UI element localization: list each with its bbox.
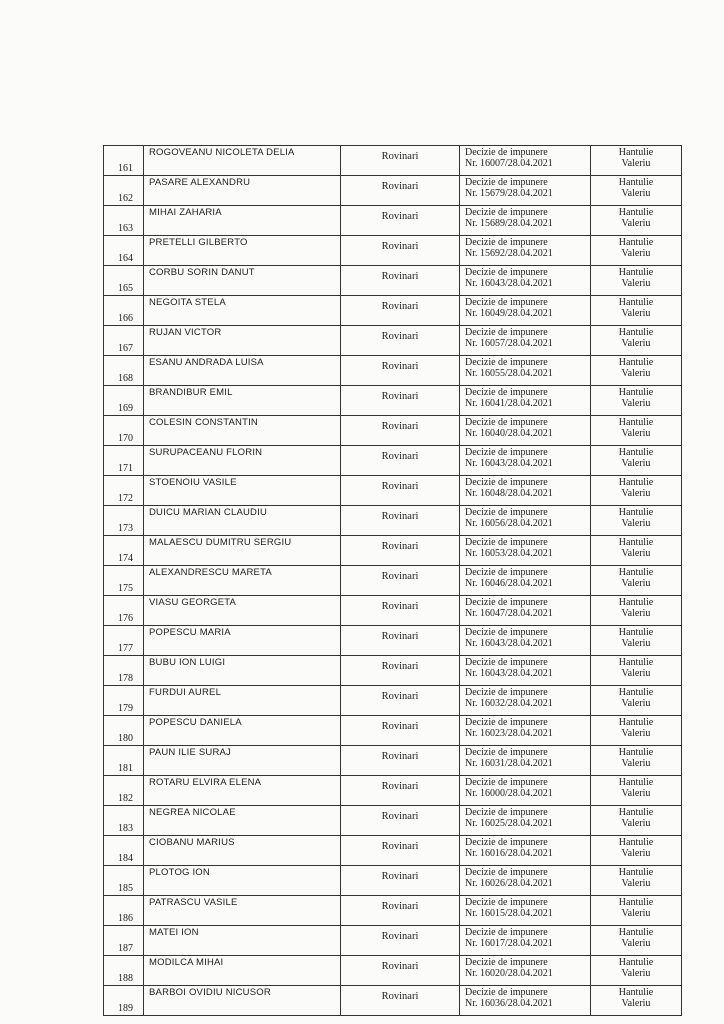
row-number: 178 <box>104 656 144 686</box>
agent-last-name: Valeriu <box>621 158 651 169</box>
agent-first-name: Hantulie <box>618 987 654 998</box>
decision-number: Nr. 16048/28.04.2021 <box>465 488 553 499</box>
row-number: 180 <box>104 716 144 746</box>
location: Rovinari <box>341 746 460 776</box>
agent-last-name: Valeriu <box>621 908 651 919</box>
decision-number: Nr. 16046/28.04.2021 <box>465 578 553 589</box>
agent-cell <box>591 866 682 896</box>
decision-title: Decizie de impunere <box>465 687 548 698</box>
location: Rovinari <box>341 656 460 686</box>
decision-number: Nr. 16043/28.04.2021 <box>465 458 553 469</box>
row-number: 174 <box>104 536 144 566</box>
agent-cell <box>591 146 682 176</box>
row-number: 162 <box>104 176 144 206</box>
decision-title: Decizie de impunere <box>465 897 548 908</box>
person-name: BARBOI OVIDIU NICUSOR <box>144 986 341 1016</box>
person-name: PASARE ALEXANDRU <box>144 176 341 206</box>
decision-cell <box>460 536 591 566</box>
agent-cell <box>591 266 682 296</box>
decision-title: Decizie de impunere <box>465 477 548 488</box>
row-number: 189 <box>104 986 144 1016</box>
table-row <box>104 896 682 926</box>
agent-cell <box>591 986 682 1016</box>
agent-first-name: Hantulie <box>618 327 654 338</box>
table-row <box>104 836 682 866</box>
agent-cell <box>591 566 682 596</box>
decision-number: Nr. 16053/28.04.2021 <box>465 548 553 559</box>
agent-cell <box>591 536 682 566</box>
decision-number: Nr. 16020/28.04.2021 <box>465 968 553 979</box>
person-name: POPESCU DANIELA <box>144 716 341 746</box>
location: Rovinari <box>341 896 460 926</box>
decision-cell <box>460 416 591 446</box>
person-name: FURDUI AUREL <box>144 686 341 716</box>
table-row <box>104 296 682 326</box>
decision-number: Nr. 16057/28.04.2021 <box>465 338 553 349</box>
decision-cell <box>460 926 591 956</box>
decision-cell <box>460 716 591 746</box>
agent-last-name: Valeriu <box>621 368 651 379</box>
table-row <box>104 146 682 176</box>
person-name: ROTARU ELVIRA ELENA <box>144 776 341 806</box>
decision-title: Decizie de impunere <box>465 177 548 188</box>
table-row <box>104 206 682 236</box>
agent-cell <box>591 806 682 836</box>
decision-cell <box>460 866 591 896</box>
decision-title: Decizie de impunere <box>465 537 548 548</box>
table-row <box>104 986 682 1016</box>
table-row <box>104 356 682 386</box>
person-name: PLOTOG ION <box>144 866 341 896</box>
location: Rovinari <box>341 806 460 836</box>
decision-cell <box>460 746 591 776</box>
records-table-wrapper <box>103 145 681 1016</box>
agent-last-name: Valeriu <box>621 938 651 949</box>
decision-cell <box>460 836 591 866</box>
decision-cell <box>460 566 591 596</box>
agent-last-name: Valeriu <box>621 998 651 1009</box>
agent-first-name: Hantulie <box>618 927 654 938</box>
agent-last-name: Valeriu <box>621 818 651 829</box>
agent-last-name: Valeriu <box>621 578 651 589</box>
row-number: 183 <box>104 806 144 836</box>
decision-number: Nr. 16015/28.04.2021 <box>465 908 553 919</box>
row-number: 170 <box>104 416 144 446</box>
decision-number: Nr. 16043/28.04.2021 <box>465 278 553 289</box>
person-name: MALAESCU DUMITRU SERGIU <box>144 536 341 566</box>
row-number: 161 <box>104 146 144 176</box>
decision-number: Nr. 16007/28.04.2021 <box>465 158 553 169</box>
decision-number: Nr. 15679/28.04.2021 <box>465 188 553 199</box>
table-row <box>104 956 682 986</box>
table-row <box>104 776 682 806</box>
agent-last-name: Valeriu <box>621 518 651 529</box>
agent-last-name: Valeriu <box>621 458 651 469</box>
agent-first-name: Hantulie <box>618 837 654 848</box>
location: Rovinari <box>341 176 460 206</box>
table-row <box>104 686 682 716</box>
person-name: ALEXANDRESCU MARETA <box>144 566 341 596</box>
decision-cell <box>460 236 591 266</box>
agent-last-name: Valeriu <box>621 188 651 199</box>
person-name: DUICU MARIAN CLAUDIU <box>144 506 341 536</box>
decision-cell <box>460 956 591 986</box>
location: Rovinari <box>341 236 460 266</box>
row-number: 163 <box>104 206 144 236</box>
agent-cell <box>591 896 682 926</box>
decision-cell <box>460 596 591 626</box>
decision-title: Decizie de impunere <box>465 207 548 218</box>
decision-title: Decizie de impunere <box>465 837 548 848</box>
agent-last-name: Valeriu <box>621 488 651 499</box>
agent-last-name: Valeriu <box>621 788 651 799</box>
records-table <box>103 145 682 1016</box>
agent-first-name: Hantulie <box>618 387 654 398</box>
agent-first-name: Hantulie <box>618 357 654 368</box>
decision-cell <box>460 296 591 326</box>
person-name: BUBU ION LUIGI <box>144 656 341 686</box>
decision-title: Decizie de impunere <box>465 567 548 578</box>
person-name: STOENOIU VASILE <box>144 476 341 506</box>
table-row <box>104 326 682 356</box>
location: Rovinari <box>341 716 460 746</box>
decision-cell <box>460 446 591 476</box>
agent-first-name: Hantulie <box>618 597 654 608</box>
decision-title: Decizie de impunere <box>465 297 548 308</box>
agent-cell <box>591 176 682 206</box>
agent-first-name: Hantulie <box>618 477 654 488</box>
person-name: POPESCU MARIA <box>144 626 341 656</box>
agent-first-name: Hantulie <box>618 267 654 278</box>
row-number: 184 <box>104 836 144 866</box>
agent-cell <box>591 956 682 986</box>
decision-number: Nr. 16025/28.04.2021 <box>465 818 553 829</box>
agent-first-name: Hantulie <box>618 867 654 878</box>
agent-first-name: Hantulie <box>618 897 654 908</box>
person-name: PATRASCU VASILE <box>144 896 341 926</box>
table-row <box>104 656 682 686</box>
decision-title: Decizie de impunere <box>465 237 548 248</box>
location: Rovinari <box>341 596 460 626</box>
agent-first-name: Hantulie <box>618 687 654 698</box>
agent-first-name: Hantulie <box>618 657 654 668</box>
row-number: 188 <box>104 956 144 986</box>
agent-first-name: Hantulie <box>618 177 654 188</box>
decision-title: Decizie de impunere <box>465 327 548 338</box>
decision-title: Decizie de impunere <box>465 147 548 158</box>
decision-number: Nr. 16000/28.04.2021 <box>465 788 553 799</box>
person-name: MODILCA MIHAI <box>144 956 341 986</box>
agent-cell <box>591 386 682 416</box>
location: Rovinari <box>341 626 460 656</box>
agent-last-name: Valeriu <box>621 878 651 889</box>
decision-title: Decizie de impunere <box>465 657 548 668</box>
table-row <box>104 596 682 626</box>
decision-number: Nr. 16047/28.04.2021 <box>465 608 553 619</box>
decision-title: Decizie de impunere <box>465 357 548 368</box>
agent-cell <box>591 446 682 476</box>
decision-cell <box>460 986 591 1016</box>
location: Rovinari <box>341 446 460 476</box>
agent-first-name: Hantulie <box>618 807 654 818</box>
decision-cell <box>460 206 591 236</box>
row-number: 187 <box>104 926 144 956</box>
person-name: NEGOITA STELA <box>144 296 341 326</box>
person-name: RUJAN VICTOR <box>144 326 341 356</box>
row-number: 175 <box>104 566 144 596</box>
person-name: MATEI ION <box>144 926 341 956</box>
decision-number: Nr. 16032/28.04.2021 <box>465 698 553 709</box>
table-row <box>104 266 682 296</box>
location: Rovinari <box>341 686 460 716</box>
agent-last-name: Valeriu <box>621 608 651 619</box>
table-row <box>104 626 682 656</box>
decision-title: Decizie de impunere <box>465 717 548 728</box>
decision-number: Nr. 16041/28.04.2021 <box>465 398 553 409</box>
decision-title: Decizie de impunere <box>465 597 548 608</box>
row-number: 169 <box>104 386 144 416</box>
person-name: ESANU ANDRADA LUISA <box>144 356 341 386</box>
agent-last-name: Valeriu <box>621 308 651 319</box>
decision-cell <box>460 806 591 836</box>
table-row <box>104 506 682 536</box>
agent-cell <box>591 416 682 446</box>
row-number: 166 <box>104 296 144 326</box>
agent-cell <box>591 506 682 536</box>
decision-number: Nr. 16017/28.04.2021 <box>465 938 553 949</box>
row-number: 171 <box>104 446 144 476</box>
agent-cell <box>591 236 682 266</box>
location: Rovinari <box>341 926 460 956</box>
location: Rovinari <box>341 836 460 866</box>
person-name: PAUN ILIE SURAJ <box>144 746 341 776</box>
records-table-body <box>104 146 682 1016</box>
agent-cell <box>591 716 682 746</box>
location: Rovinari <box>341 986 460 1016</box>
location: Rovinari <box>341 536 460 566</box>
table-row <box>104 446 682 476</box>
decision-title: Decizie de impunere <box>465 987 548 998</box>
agent-last-name: Valeriu <box>621 968 651 979</box>
agent-cell <box>591 296 682 326</box>
decision-cell <box>460 626 591 656</box>
decision-title: Decizie de impunere <box>465 927 548 938</box>
agent-cell <box>591 326 682 356</box>
decision-number: Nr. 16026/28.04.2021 <box>465 878 553 889</box>
decision-title: Decizie de impunere <box>465 417 548 428</box>
decision-title: Decizie de impunere <box>465 447 548 458</box>
agent-first-name: Hantulie <box>618 747 654 758</box>
person-name: SURUPACEANU FLORIN <box>144 446 341 476</box>
agent-first-name: Hantulie <box>618 207 654 218</box>
decision-title: Decizie de impunere <box>465 867 548 878</box>
location: Rovinari <box>341 776 460 806</box>
location: Rovinari <box>341 296 460 326</box>
decision-number: Nr. 16031/28.04.2021 <box>465 758 553 769</box>
decision-number: Nr. 16056/28.04.2021 <box>465 518 553 529</box>
location: Rovinari <box>341 416 460 446</box>
table-row <box>104 806 682 836</box>
decision-title: Decizie de impunere <box>465 807 548 818</box>
agent-last-name: Valeriu <box>621 698 651 709</box>
decision-title: Decizie de impunere <box>465 507 548 518</box>
person-name: BRANDIBUR EMIL <box>144 386 341 416</box>
row-number: 181 <box>104 746 144 776</box>
person-name: MIHAI ZAHARIA <box>144 206 341 236</box>
agent-first-name: Hantulie <box>618 297 654 308</box>
agent-last-name: Valeriu <box>621 428 651 439</box>
agent-last-name: Valeriu <box>621 848 651 859</box>
row-number: 186 <box>104 896 144 926</box>
agent-cell <box>591 776 682 806</box>
agent-last-name: Valeriu <box>621 548 651 559</box>
decision-cell <box>460 686 591 716</box>
agent-cell <box>591 476 682 506</box>
agent-first-name: Hantulie <box>618 567 654 578</box>
decision-cell <box>460 266 591 296</box>
decision-number: Nr. 16055/28.04.2021 <box>465 368 553 379</box>
table-row <box>104 536 682 566</box>
decision-title: Decizie de impunere <box>465 627 548 638</box>
agent-cell <box>591 596 682 626</box>
agent-first-name: Hantulie <box>618 717 654 728</box>
location: Rovinari <box>341 866 460 896</box>
decision-title: Decizie de impunere <box>465 387 548 398</box>
row-number: 179 <box>104 686 144 716</box>
agent-last-name: Valeriu <box>621 338 651 349</box>
row-number: 182 <box>104 776 144 806</box>
location: Rovinari <box>341 566 460 596</box>
decision-number: Nr. 16016/28.04.2021 <box>465 848 553 859</box>
table-row <box>104 476 682 506</box>
agent-last-name: Valeriu <box>621 278 651 289</box>
table-row <box>104 566 682 596</box>
person-name: COLESIN CONSTANTIN <box>144 416 341 446</box>
decision-cell <box>460 326 591 356</box>
agent-cell <box>591 626 682 656</box>
agent-first-name: Hantulie <box>618 447 654 458</box>
location: Rovinari <box>341 266 460 296</box>
row-number: 172 <box>104 476 144 506</box>
agent-last-name: Valeriu <box>621 758 651 769</box>
table-row <box>104 236 682 266</box>
decision-title: Decizie de impunere <box>465 747 548 758</box>
location: Rovinari <box>341 326 460 356</box>
decision-cell <box>460 176 591 206</box>
decision-cell <box>460 776 591 806</box>
row-number: 176 <box>104 596 144 626</box>
location: Rovinari <box>341 956 460 986</box>
agent-last-name: Valeriu <box>621 218 651 229</box>
agent-cell <box>591 686 682 716</box>
decision-number: Nr. 15689/28.04.2021 <box>465 218 553 229</box>
person-name: CORBU SORIN DANUT <box>144 266 341 296</box>
row-number: 167 <box>104 326 144 356</box>
agent-first-name: Hantulie <box>618 237 654 248</box>
row-number: 185 <box>104 866 144 896</box>
agent-first-name: Hantulie <box>618 627 654 638</box>
decision-number: Nr. 15692/28.04.2021 <box>465 248 553 259</box>
agent-first-name: Hantulie <box>618 537 654 548</box>
agent-cell <box>591 836 682 866</box>
agent-last-name: Valeriu <box>621 398 651 409</box>
agent-cell <box>591 746 682 776</box>
row-number: 164 <box>104 236 144 266</box>
table-row <box>104 866 682 896</box>
decision-cell <box>460 896 591 926</box>
agent-cell <box>591 206 682 236</box>
decision-number: Nr. 16036/28.04.2021 <box>465 998 553 1009</box>
location: Rovinari <box>341 146 460 176</box>
agent-first-name: Hantulie <box>618 417 654 428</box>
decision-number: Nr. 16049/28.04.2021 <box>465 308 553 319</box>
agent-cell <box>591 926 682 956</box>
decision-number: Nr. 16040/28.04.2021 <box>465 428 553 439</box>
decision-cell <box>460 506 591 536</box>
agent-cell <box>591 656 682 686</box>
agent-first-name: Hantulie <box>618 507 654 518</box>
person-name: PRETELLI GILBERTO <box>144 236 341 266</box>
agent-first-name: Hantulie <box>618 777 654 788</box>
decision-cell <box>460 356 591 386</box>
location: Rovinari <box>341 476 460 506</box>
row-number: 168 <box>104 356 144 386</box>
row-number: 173 <box>104 506 144 536</box>
decision-title: Decizie de impunere <box>465 957 548 968</box>
decision-title: Decizie de impunere <box>465 777 548 788</box>
location: Rovinari <box>341 206 460 236</box>
row-number: 165 <box>104 266 144 296</box>
agent-last-name: Valeriu <box>621 638 651 649</box>
agent-cell <box>591 356 682 386</box>
agent-last-name: Valeriu <box>621 668 651 679</box>
table-row <box>104 386 682 416</box>
decision-number: Nr. 16043/28.04.2021 <box>465 668 553 679</box>
table-row <box>104 746 682 776</box>
person-name: NEGREA NICOLAE <box>144 806 341 836</box>
table-row <box>104 716 682 746</box>
agent-last-name: Valeriu <box>621 728 651 739</box>
decision-number: Nr. 16043/28.04.2021 <box>465 638 553 649</box>
person-name: CIOBANU MARIUS <box>144 836 341 866</box>
agent-last-name: Valeriu <box>621 248 651 259</box>
decision-cell <box>460 146 591 176</box>
person-name: VIASU GEORGETA <box>144 596 341 626</box>
decision-title: Decizie de impunere <box>465 267 548 278</box>
location: Rovinari <box>341 356 460 386</box>
agent-first-name: Hantulie <box>618 147 654 158</box>
table-row <box>104 176 682 206</box>
agent-first-name: Hantulie <box>618 957 654 968</box>
decision-cell <box>460 656 591 686</box>
table-row <box>104 416 682 446</box>
decision-cell <box>460 386 591 416</box>
location: Rovinari <box>341 506 460 536</box>
decision-cell <box>460 476 591 506</box>
location: Rovinari <box>341 386 460 416</box>
person-name: ROGOVEANU NICOLETA DELIA <box>144 146 341 176</box>
table-row <box>104 926 682 956</box>
decision-number: Nr. 16023/28.04.2021 <box>465 728 553 739</box>
row-number: 177 <box>104 626 144 656</box>
